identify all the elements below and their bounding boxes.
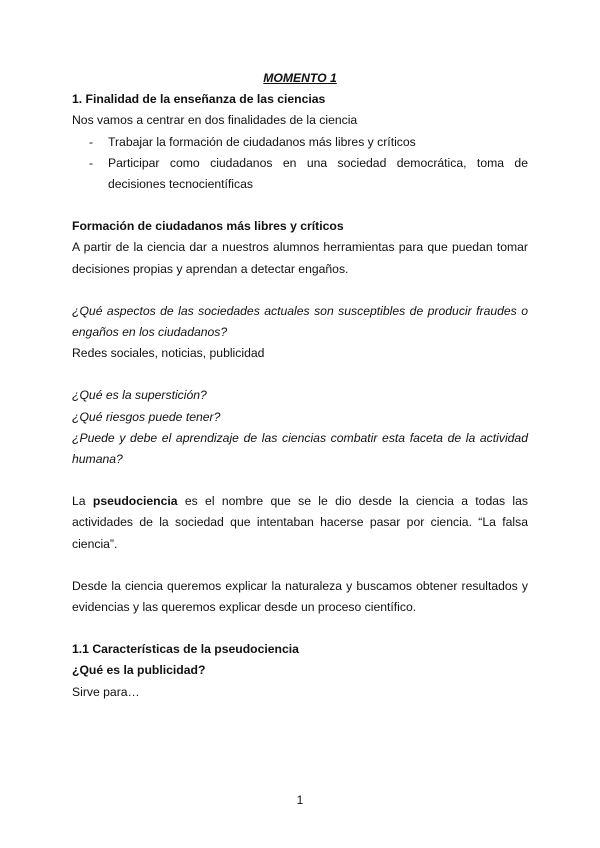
subheading-publicidad: ¿Qué es la publicidad?	[72, 663, 206, 678]
dash-bullet: -	[89, 155, 94, 170]
list-item-text: Participar como ciudadanos en una sociedad democrática, toma de decisiones tecnocientíficas	[108, 155, 528, 192]
dash-bullet: -	[89, 134, 94, 149]
ciencia-paragraph: Desde la ciencia queremos explicar la naturaleza y buscamos obtener resultados y evidencias y las queremos explicar desde un proceso científico.	[72, 578, 528, 615]
publicidad-text: Sirve para…	[72, 684, 140, 699]
pseudo-lead: La	[72, 494, 86, 509]
page-number: 1	[296, 793, 304, 807]
list-item	[72, 153, 528, 195]
list-item-text: Trabajar la formación de ciudadanos más libres y críticos	[108, 134, 416, 149]
pseudociencia-term: pseudociencia	[92, 494, 178, 509]
section-intro: Nos vamos a centrar en dos finalidades de la ciencia	[72, 113, 358, 128]
section-heading-finalidad: 1. Finalidad de la enseñanza de las ciencias	[72, 92, 326, 107]
question-fraudes: ¿Qué aspectos de las sociedades actuales son susceptibles de producir fraudes o engaños en los ciudadanos?	[72, 303, 528, 340]
document-title: MOMENTO 1	[263, 71, 337, 85]
formacion-paragraph: A partir de la ciencia dar a nuestros alumnos herramientas para que puedan tomar decisiones propias y aprendan a detectar engaños.	[72, 240, 528, 276]
section-heading-formacion: Formación de ciudadanos más libres y críticos	[72, 219, 344, 234]
list-item	[72, 132, 528, 153]
answer-text: Redes sociales, noticias, publicidad	[72, 346, 265, 361]
question-supersticion: ¿Qué es la superstición?	[72, 388, 207, 403]
question-riesgos: ¿Qué riesgos puede tener?	[72, 409, 221, 424]
finalidades-list	[72, 132, 528, 196]
question-aprendizaje: ¿Puede y debe el aprendizaje de las ciencias combatir esta faceta de la actividad humana?	[72, 430, 528, 467]
section-heading-caracteristicas: 1.1 Características de la pseudociencia	[72, 642, 299, 657]
pseudociencia-paragraph	[72, 491, 528, 555]
page-content	[72, 68, 528, 703]
pseudo-rest: es el nombre que se le dio desde la ciencia a todas las actividades de la sociedad que intentaban hacerse pasar por ciencia. “La falsa ciencia”.	[72, 494, 528, 551]
